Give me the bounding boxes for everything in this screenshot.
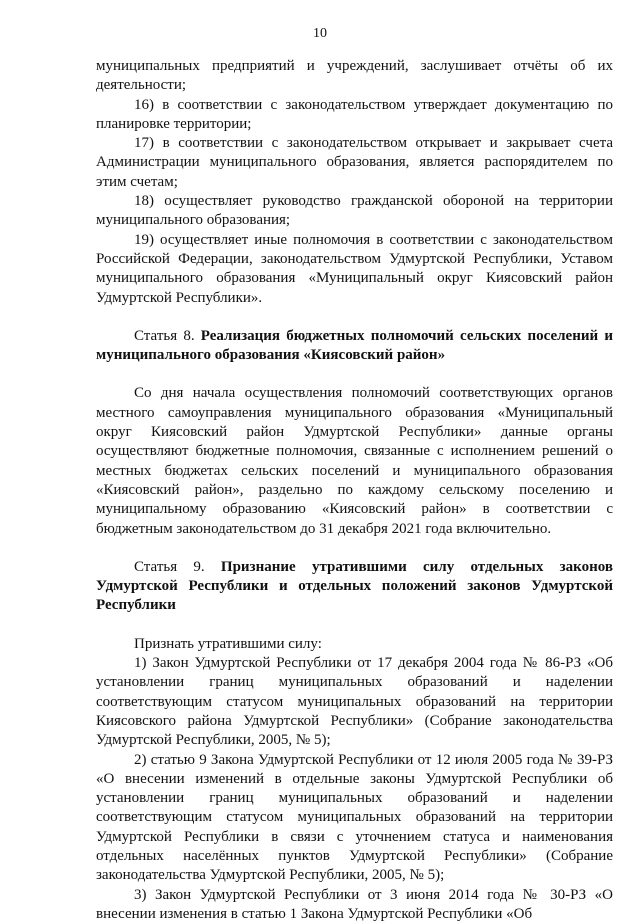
article-8-heading — [96, 327, 613, 366]
article-8-title: Реализация бюджетных полномочий сельских поселений и муниципального образования «Киясовский район» — [96, 327, 613, 364]
article-8-text: Со дня начала осуществления полномочий соответствующих органов местного самоуправления муниципального образования «Муниципальный округ Киясовский район Удмуртской Республики» данные органы осуществляют бюджетные полномочия, связанные с исполнением решений о местных бюджетах сельских поселений и муниципального образования «Киясовский район», раздельно по каждому сельскому поселению и муниципальному образованию «Киясовский район» в соответствии с бюджетным законодательством до 31 декабря 2021 года включительно. — [96, 385, 613, 537]
list-item: 17) в соответствии с законодательством открывает и закрывает счета Администрации муниципального образования, является распорядителем по этим счетам; — [96, 135, 613, 190]
article-8-prefix: Статья 8. — [134, 327, 195, 344]
article-9-intro: Признать утратившими силу: — [134, 635, 322, 652]
list-item: 19) осуществляет иные полномочия в соответствии с законодательством Российской Федерации, законодательством Удмуртской Республики, Уставом муниципального образования «Муниципальный округ Киясовский район Удмуртской Республики». — [96, 231, 613, 306]
list-item: 2) статью 9 Закона Удмуртской Республики от 12 июля 2005 года № 39-РЗ «О внесении изменений в отдельные законы Удмуртской Республики об установлении границ муниципальных образований и наделении соответствующим статусом муниципальных образований на территории Удмуртской Республики в связи с уточнением статуса и наименования отдельных населённых пунктов Удмуртской Республики» (Собрание законодательства Удмуртской Республики, 2005, № 5); — [96, 751, 613, 884]
article-9-prefix: Статья 9. — [134, 558, 205, 575]
list-item: 3) Закон Удмуртской Республики от 3 июня 2014 года № 30-РЗ «О внесении изменения в статью 1 Закона Удмуртской Республики «Об — [96, 886, 613, 922]
article-9-title: Признание утратившими силу отдельных законов Удмуртской Республики и отдельных положений законов Удмуртской Республики — [96, 558, 613, 614]
paragraph: муниципальных предприятий и учреждений, заслушивает отчёты об их деятельности; — [96, 58, 613, 94]
list-item: 18) осуществляет руководство гражданской обороной на территории муниципального образования; — [96, 193, 613, 229]
document-body — [96, 57, 613, 924]
list-item: 16) в соответствии с законодательством утверждает документацию по планировке территории; — [96, 96, 613, 132]
article-9-heading — [96, 558, 613, 616]
list-item: 1) Закон Удмуртской Республики от 17 декабря 2004 года № 86-РЗ «Об установлении границ муниципальных образований и наделении соответствующим статусом муниципальных образований на территории Киясовского района Удмуртской Республики» (Собрание законодательства Удмуртской Республики, 2005, № 5); — [96, 655, 613, 749]
page-number: 10 — [313, 26, 327, 41]
